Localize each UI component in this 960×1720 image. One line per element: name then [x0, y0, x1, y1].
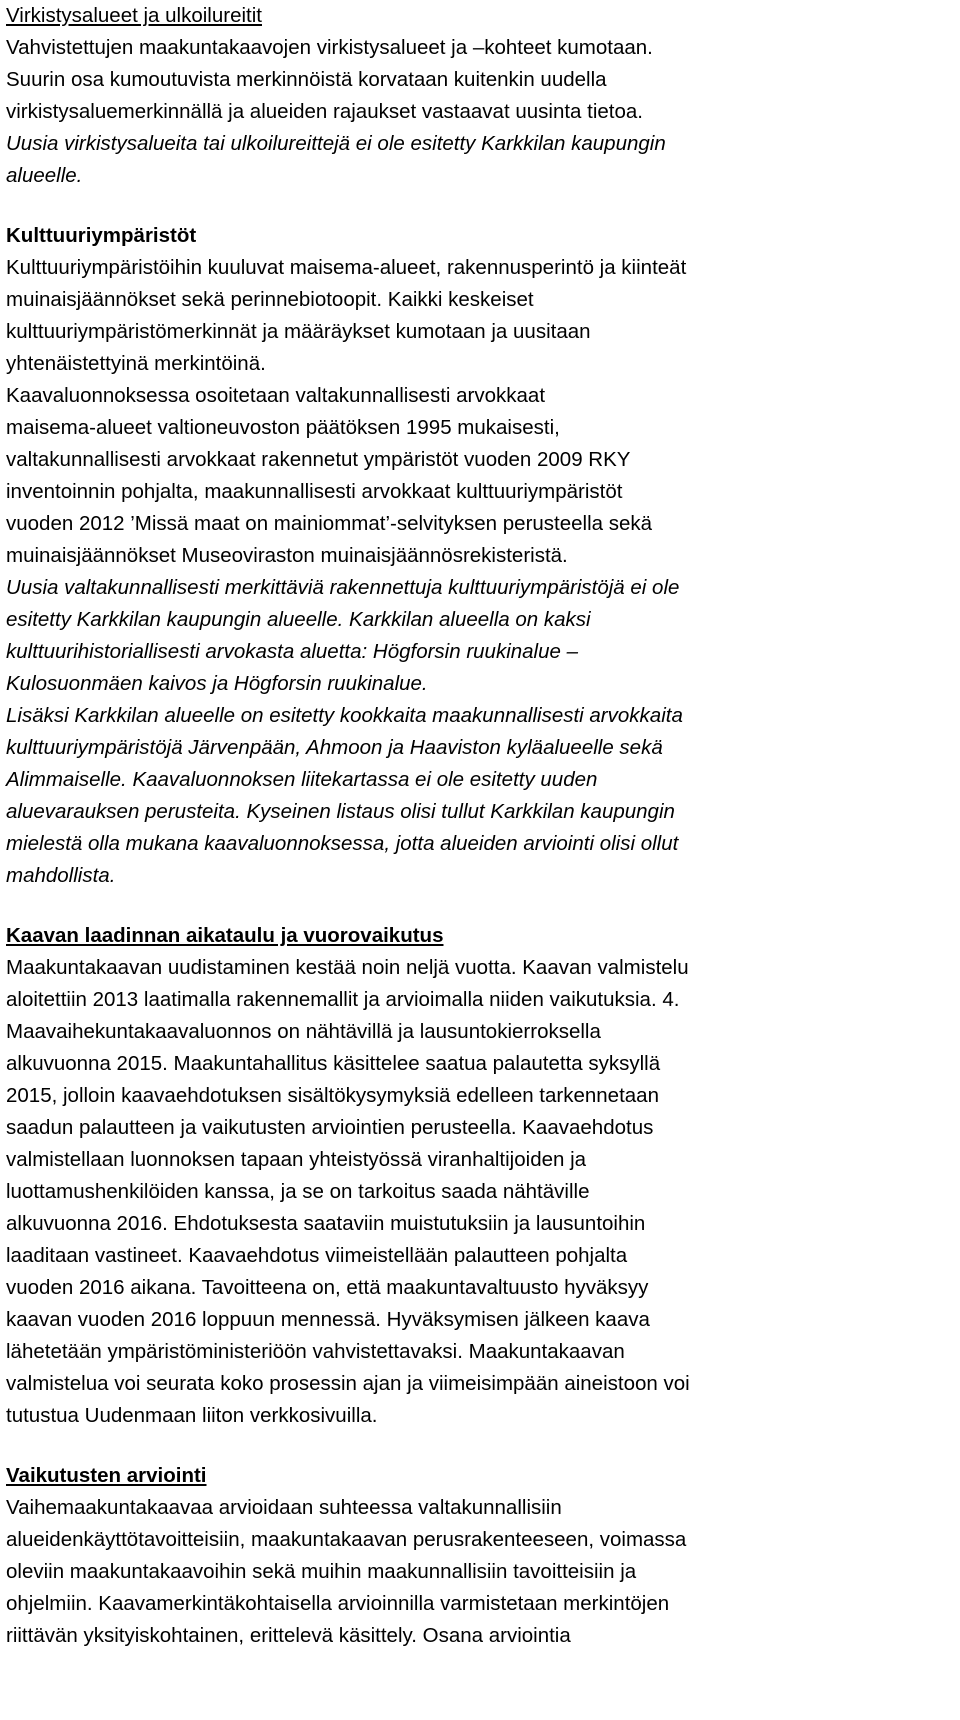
statement-line: mahdollista.	[6, 864, 116, 887]
paragraph-line: luottamushenkilöiden kanssa, ja se on tarkoitus saada nähtäville	[6, 1180, 590, 1203]
statement-line: esitetty Karkkilan kaupungin alueelle. Karkkilan alueella on kaksi	[6, 608, 591, 631]
section-aikataulu	[6, 920, 954, 1432]
document-page	[6, 0, 954, 1652]
section-spacer	[6, 1432, 954, 1460]
statement-line: Alimmaiselle. Kaavaluonnoksen liitekartassa ei ole esitetty uuden	[6, 768, 598, 791]
statement-line: mielestä olla mukana kaavaluonnoksessa, jotta alueiden arviointi olisi ollut	[6, 832, 679, 855]
paragraph-line: yhtenäistettyinä merkintöinä.	[6, 352, 266, 375]
statement-line: aluevarauksen perusteita. Kyseinen listaus olisi tullut Karkkilan kaupungin	[6, 800, 675, 823]
paragraph-line: vuoden 2012 ’Missä maat on mainiommat’-selvityksen perusteella sekä	[6, 512, 653, 535]
section-spacer	[6, 892, 954, 920]
paragraph-line: maisema-alueet valtioneuvoston päätöksen 1995 mukaisesti,	[6, 416, 560, 439]
paragraph-line: oleviin maakuntakaavoihin sekä muihin maakunnallisiin tavoitteisiin ja	[6, 1560, 637, 1583]
paragraph-line: Kaavaluonnoksessa osoitetaan valtakunnallisesti arvokkaat	[6, 384, 546, 407]
paragraph-line: riittävän yksityiskohtainen, erittelevä käsittely. Osana arviointia	[6, 1624, 571, 1647]
paragraph-line: alueidenkäyttötavoitteisiin, maakuntakaavan perusrakenteeseen, voimassa	[6, 1528, 687, 1551]
section-vaikutusten-arviointi	[6, 1460, 954, 1652]
statement-line: Kulosuonmäen kaivos ja Högforsin ruukinalue.	[6, 672, 428, 695]
paragraph-line: Maakuntakaavan uudistaminen kestää noin neljä vuotta. Kaavan valmistelu	[6, 956, 689, 979]
paragraph-line: Suurin osa kumoutuvista merkinnöistä korvataan kuitenkin uudella	[6, 68, 607, 91]
paragraph-line: virkistysaluemerkinnällä ja alueiden rajaukset vastaavat uusinta tietoa.	[6, 100, 643, 123]
statement-line: alueelle.	[6, 164, 83, 187]
statement-line: Uusia virkistysalueita tai ulkoilureittejä ei ole esitetty Karkkilan kaupungin	[6, 132, 666, 155]
section-heading-kulttuuriymparistot: Kulttuuriympäristöt	[6, 224, 197, 247]
paragraph-line: alkuvuonna 2016. Ehdotuksesta saataviin muistutuksiin ja lausuntoihin	[6, 1212, 646, 1235]
paragraph-line: Kulttuuriympäristöihin kuuluvat maisema-alueet, rakennusperintö ja kiinteät	[6, 256, 687, 279]
paragraph-line: Vahvistettujen maakuntakaavojen virkistysalueet ja –kohteet kumotaan.	[6, 36, 653, 59]
paragraph-line: Vaihemaakuntakaavaa arvioidaan suhteessa valtakunnallisiin	[6, 1496, 562, 1519]
paragraph-line: vuoden 2016 aikana. Tavoitteena on, että maakuntavaltuusto hyväksyy	[6, 1276, 649, 1299]
statement-line: Lisäksi Karkkilan alueelle on esitetty kookkaita maakunnallisesti arvokkaita	[6, 704, 683, 727]
paragraph-line: inventoinnin pohjalta, maakunnallisesti arvokkaat kulttuuriympäristöt	[6, 480, 623, 503]
paragraph-line: ohjelmiin. Kaavamerkintäkohtaisella arvioinnilla varmistetaan merkintöjen	[6, 1592, 670, 1615]
statement-line: kulttuurihistoriallisesti arvokasta aluetta: Högforsin ruukinalue –	[6, 640, 579, 663]
section-heading-virkistysalueet: Virkistysalueet ja ulkoilureitit	[6, 4, 262, 27]
paragraph-line: tutustua Uudenmaan liiton verkkosivuilla.	[6, 1404, 378, 1427]
paragraph-line: muinaisjäännökset Museoviraston muinaisjäännösrekisteristä.	[6, 544, 568, 567]
paragraph-line: alkuvuonna 2015. Maakuntahallitus käsittelee saatua palautetta syksyllä	[6, 1052, 661, 1075]
statement-line: kulttuuriympäristöjä Järvenpään, Ahmoon ja Haaviston kyläalueelle sekä	[6, 736, 663, 759]
section-virkistysalueet	[6, 0, 954, 192]
paragraph-line: valtakunnallisesti arvokkaat rakennetut ympäristöt vuoden 2009 RKY	[6, 448, 631, 471]
section-heading-aikataulu: Kaavan laadinnan aikataulu ja vuorovaikutus	[6, 924, 444, 947]
section-heading-vaikutusten-arviointi: Vaikutusten arviointi	[6, 1464, 207, 1487]
paragraph-line: valmistellaan luonnoksen tapaan yhteistyössä viranhaltijoiden ja	[6, 1148, 587, 1171]
paragraph-line: valmistelua voi seurata koko prosessin ajan ja viimeisimpään aineistoon voi	[6, 1372, 690, 1395]
paragraph-line: aloitettiin 2013 laatimalla rakennemallit ja arvioimalla niiden vaikutuksia. 4.	[6, 988, 680, 1011]
paragraph-line: Maavaihekuntakaavaluonnos on nähtävillä ja lausuntokierroksella	[6, 1020, 601, 1043]
paragraph-line: lähetetään ympäristöministeriöön vahvistettavaksi. Maakuntakaavan	[6, 1340, 625, 1363]
paragraph-line: saadun palautteen ja vaikutusten arviointien perusteella. Kaavaehdotus	[6, 1116, 654, 1139]
paragraph-line: 2015, jolloin kaavaehdotuksen sisältökysymyksiä edelleen tarkennetaan	[6, 1084, 659, 1107]
paragraph-line: kaavan vuoden 2016 loppuun mennessä. Hyväksymisen jälkeen kaava	[6, 1308, 650, 1331]
paragraph-line: muinaisjäännökset sekä perinnebiotoopit. Kaikki keskeiset	[6, 288, 534, 311]
section-kulttuuriymparistot	[6, 220, 954, 892]
section-spacer	[6, 192, 954, 220]
paragraph-line: laaditaan vastineet. Kaavaehdotus viimeistellään palautteen pohjalta	[6, 1244, 628, 1267]
statement-line: Uusia valtakunnallisesti merkittäviä rakennettuja kulttuuriympäristöjä ei ole	[6, 576, 680, 599]
paragraph-line: kulttuuriympäristömerkinnät ja määräykset kumotaan ja uusitaan	[6, 320, 591, 343]
